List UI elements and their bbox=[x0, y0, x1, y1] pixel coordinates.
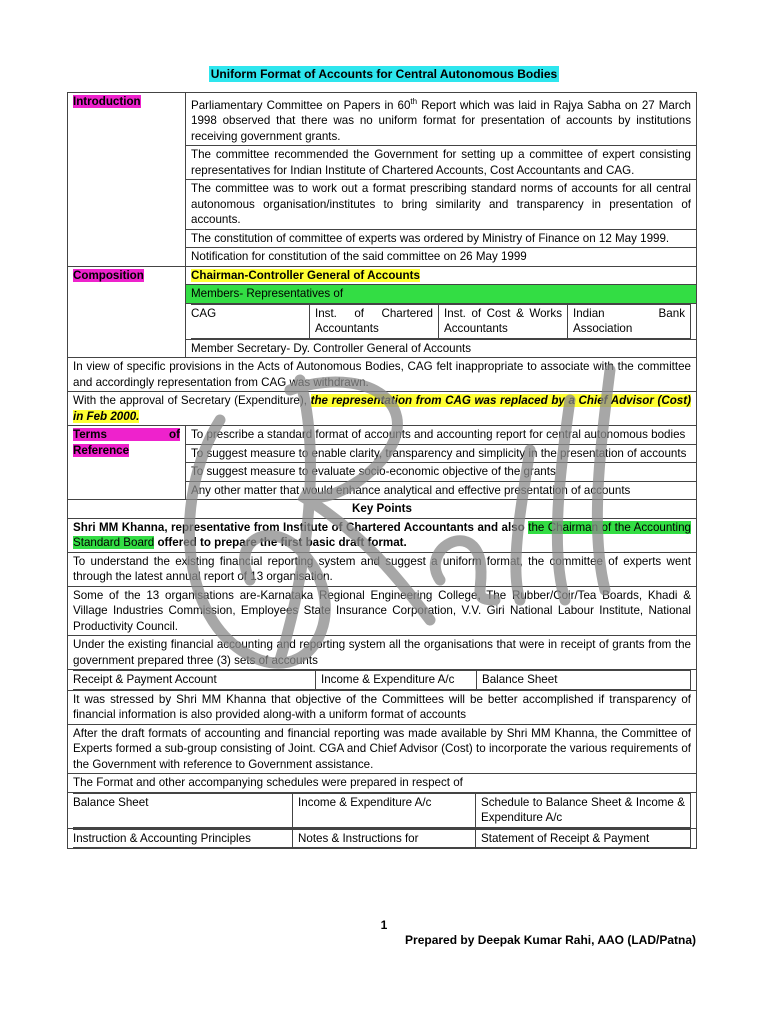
main-table bbox=[67, 92, 697, 849]
key-point: The Format and other accompanying schedules were prepared in respect of bbox=[68, 774, 697, 793]
key-point: Some of the 13 organisations are-Karnataka Regional Engineering College, The Rubber/Coir/Tea Boards, Khadi & Village Industries Commission, Employees State Insurance Corporation, V.V. Giri National Labour Institute, National Productivity Council. bbox=[68, 586, 697, 636]
key-point: Under the existing financial accounting and reporting system all the organisations that were in receipt of grants from the government prepared three (3) sets of accounts bbox=[68, 636, 697, 670]
representatives-table bbox=[191, 304, 691, 339]
document-title: Uniform Format of Accounts for Central Autonomous Bodies bbox=[210, 67, 558, 81]
intro-paragraph: The committee recommended the Government for setting up a committee of expert consisting representatives for Indian Institute of Chartered Accounts, Cost Accountants and CAG. bbox=[186, 146, 697, 180]
members-cell: Members- Representatives of bbox=[186, 285, 697, 304]
intro-paragraph: The committee was to work out a format prescribing standard norms of accounts for all central autonomous organisation/institutes to bring similarity and transparency in presentation of accounts. bbox=[186, 180, 697, 230]
representatives-cell bbox=[186, 303, 697, 339]
page-number: 1 bbox=[380, 918, 388, 932]
terms-item: Any other matter that would enhance analytical and effective presentation of accounts bbox=[186, 481, 697, 500]
terms-item: To suggest measure to evaluate socio-economic objective of the grants bbox=[186, 463, 697, 482]
intro-paragraph: The constitution of committee of experts was ordered by Ministry of Finance on 12 May 1999. bbox=[186, 229, 697, 248]
key-point: To understand the existing financial reporting system and suggest a uniform format, the committee of experts went through the latest annual report of 13 organisation. bbox=[68, 552, 697, 586]
introduction-label: Introduction bbox=[73, 95, 141, 108]
schedules-row-2 bbox=[68, 828, 697, 849]
composition-label: Composition bbox=[73, 268, 144, 282]
schedule-item: Instruction & Accounting Principles bbox=[73, 829, 293, 848]
rep-icwa: Inst. of Cost & Works Accountants bbox=[439, 304, 568, 338]
set-receipt-payment: Receipt & Payment Account bbox=[73, 671, 316, 690]
sets-cell bbox=[68, 670, 697, 691]
set-income-expenditure: Income & Expenditure A/c bbox=[316, 671, 477, 690]
schedule-item: Balance Sheet bbox=[73, 793, 293, 827]
key-point: After the draft formats of accounting and financial reporting was made available by Shri MM Khanna, the Committee of Experts formed a sub-group consisting of Joint. CGA and Chief Advisor (Cost) to incorporate the various requirements of the Government with reference to Government assistance. bbox=[68, 724, 697, 774]
chairman-text: Chairman-Controller General of Accounts bbox=[191, 268, 420, 282]
key-point: It was stressed by Shri MM Khanna that objective of the Committees will be better accomplished if transparency of financial information is also provided along-with a uniform format of accounts bbox=[68, 690, 697, 724]
prepared-by: Prepared by Deepak Kumar Rahi, AAO (LAD/Patna) bbox=[405, 933, 696, 947]
introduction-label-cell bbox=[68, 93, 186, 267]
schedule-item: Schedule to Balance Sheet & Income & Expenditure A/c bbox=[476, 793, 691, 827]
khanna-paragraph: Shri MM Khanna, representative from Institute of Chartered Accountants and also the Chairman of the Accounting Standard Board offered to prepare the first basic draft format. bbox=[68, 518, 697, 552]
terms-label-cell bbox=[68, 426, 186, 500]
rep-icai: Inst. of Chartered Accountants bbox=[310, 304, 439, 338]
approval-highlight: the representation from CAG was replaced by a Chief Advisor (Cost) in Feb 2000. bbox=[73, 394, 691, 423]
cag-note: In view of specific provisions in the Acts of Autonomous Bodies, CAG felt inappropriate to associate with the committee and accordingly representation from CAG was withdrawn. bbox=[68, 358, 697, 392]
schedules-row-1 bbox=[68, 792, 697, 828]
khanna-highlight: the Chairman of the Accounting Standard Board bbox=[73, 520, 691, 550]
key-points-heading: Key Points bbox=[68, 500, 697, 519]
terms-item: To suggest measure to enable clarity, transparency and simplicity in the presentation of accounts bbox=[186, 444, 697, 463]
terms-label: Terms of Reference bbox=[73, 428, 180, 457]
set-balance-sheet: Balance Sheet bbox=[477, 671, 691, 690]
intro-paragraph: Notification for constitution of the said committee on 26 May 1999 bbox=[186, 248, 697, 267]
rep-cag: CAG bbox=[191, 304, 310, 338]
intro-paragraph: Parliamentary Committee on Papers in 60th Report which was laid in Rajya Sabha on 27 March 1998 observed that there was no uniform format for presentation of accounts by institutions receiving government grants. bbox=[186, 93, 697, 146]
schedule-item: Statement of Receipt & Payment bbox=[476, 829, 691, 848]
schedule-item: Income & Expenditure A/c bbox=[293, 793, 476, 827]
rep-iba: Indian Bank Association bbox=[568, 304, 691, 338]
chairman-cell bbox=[186, 266, 697, 285]
approval-note: With the approval of Secretary (Expenditure), the representation from CAG was replaced by a Chief Advisor (Cost) in Feb 2000. bbox=[68, 392, 697, 426]
terms-item: To prescribe a standard format of accounts and accounting report for central autonomous bodies bbox=[186, 426, 697, 445]
member-secretary: Member Secretary- Dy. Controller General of Accounts bbox=[186, 339, 697, 358]
schedule-item: Notes & Instructions for bbox=[293, 829, 476, 848]
sets-table bbox=[73, 670, 691, 690]
composition-label-cell bbox=[68, 266, 186, 358]
